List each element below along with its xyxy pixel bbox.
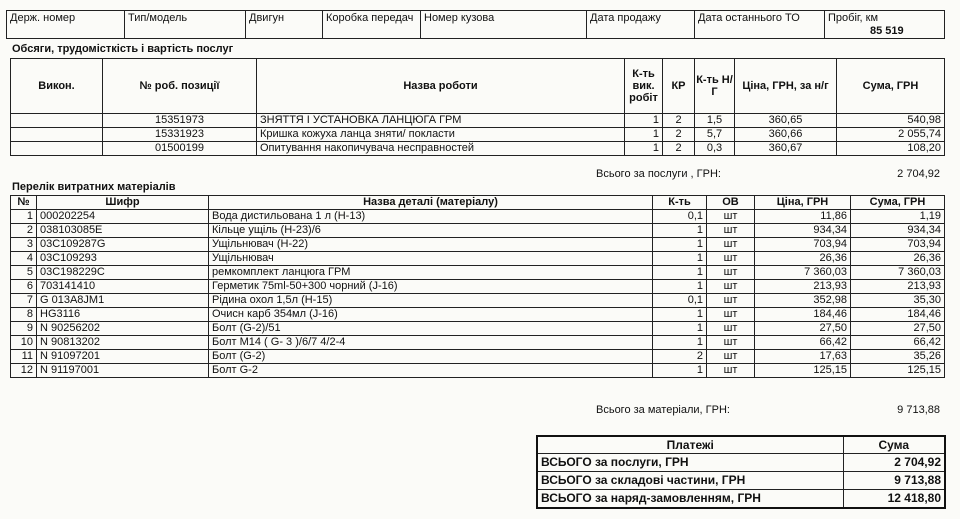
table-row bbox=[11, 224, 945, 238]
payment-value: 2 704,92 bbox=[843, 454, 945, 472]
material-number: 2 bbox=[11, 224, 37, 238]
service-hours: 0,3 bbox=[695, 142, 735, 156]
material-unit: шт bbox=[707, 364, 755, 378]
material-sum: 26,36 bbox=[851, 252, 945, 266]
col-payments: Платежі bbox=[537, 436, 843, 454]
material-qty: 1 bbox=[653, 252, 707, 266]
service-performer bbox=[11, 142, 103, 156]
materials-header-row bbox=[11, 196, 945, 210]
material-price: 352,98 bbox=[755, 294, 851, 308]
material-number: 4 bbox=[11, 252, 37, 266]
table-row bbox=[11, 142, 945, 156]
service-kr: 2 bbox=[663, 128, 695, 142]
col-position-number: № роб. позиції bbox=[103, 59, 257, 114]
material-code: 038103085E bbox=[37, 224, 209, 238]
material-number: 3 bbox=[11, 238, 37, 252]
engine-label: Двигун bbox=[249, 12, 285, 24]
material-name: Болт (G-2)/51 bbox=[209, 322, 653, 336]
material-code: 703141410 bbox=[37, 280, 209, 294]
material-code: 03C109287G bbox=[37, 238, 209, 252]
payment-value: 9 713,88 bbox=[843, 472, 945, 490]
material-name: Болт М14 ( G- 3 )/6/7 4/2-4 bbox=[209, 336, 653, 350]
gearbox-cell bbox=[323, 11, 421, 39]
table-row bbox=[11, 238, 945, 252]
last-service-label: Дата останнього ТО bbox=[698, 12, 800, 24]
material-code: G 013A8JM1 bbox=[37, 294, 209, 308]
table-row bbox=[537, 490, 945, 509]
service-name: Кришка кожуха ланца зняти/ покласти bbox=[257, 128, 625, 142]
material-code: N 90256202 bbox=[37, 322, 209, 336]
col-number: № bbox=[11, 196, 37, 210]
material-price: 934,34 bbox=[755, 224, 851, 238]
material-number: 10 bbox=[11, 336, 37, 350]
material-unit: шт bbox=[707, 294, 755, 308]
service-performer bbox=[11, 128, 103, 142]
model-label: Тип/модель bbox=[128, 12, 188, 24]
service-kr: 2 bbox=[663, 114, 695, 128]
service-name: ЗНЯТТЯ І УСТАНОВКА ЛАНЦЮГА ГРМ bbox=[257, 114, 625, 128]
material-qty: 1 bbox=[653, 336, 707, 350]
body-number-label: Номер кузова bbox=[424, 12, 495, 24]
material-unit: шт bbox=[707, 336, 755, 350]
service-price: 360,65 bbox=[735, 114, 837, 128]
material-unit: шт bbox=[707, 350, 755, 364]
services-table bbox=[10, 58, 945, 156]
service-sum: 108,20 bbox=[837, 142, 945, 156]
col-payment-sum: Сума bbox=[843, 436, 945, 454]
service-performer bbox=[11, 114, 103, 128]
material-code: N 91197001 bbox=[37, 364, 209, 378]
material-code: 03C109293 bbox=[37, 252, 209, 266]
material-code: 03C198229C bbox=[37, 266, 209, 280]
sale-date-cell bbox=[587, 11, 695, 39]
material-qty: 1 bbox=[653, 280, 707, 294]
material-number: 1 bbox=[11, 210, 37, 224]
material-sum: 934,34 bbox=[851, 224, 945, 238]
material-number: 8 bbox=[11, 308, 37, 322]
service-qty: 1 bbox=[625, 114, 663, 128]
material-price: 66,42 bbox=[755, 336, 851, 350]
col-part-name: Назва деталі (матеріалу) bbox=[209, 196, 653, 210]
col-code: Шифр bbox=[37, 196, 209, 210]
service-hours: 1,5 bbox=[695, 114, 735, 128]
reg-number-cell bbox=[7, 11, 125, 39]
col-kr: КР bbox=[663, 59, 695, 114]
material-sum: 35,30 bbox=[851, 294, 945, 308]
table-row bbox=[11, 128, 945, 142]
engine-cell bbox=[246, 11, 323, 39]
table-row bbox=[11, 322, 945, 336]
material-code: 000202254 bbox=[37, 210, 209, 224]
payments-table bbox=[536, 435, 946, 509]
material-name: Рідина охол 1,5л (Н-15) bbox=[209, 294, 653, 308]
table-row bbox=[11, 364, 945, 378]
material-code: N 90813202 bbox=[37, 336, 209, 350]
materials-total-value: 9 713,88 bbox=[897, 404, 940, 416]
material-code: N 91097201 bbox=[37, 350, 209, 364]
material-qty: 1 bbox=[653, 364, 707, 378]
material-qty: 1 bbox=[653, 224, 707, 238]
col-sum: Сума, ГРН bbox=[837, 59, 945, 114]
service-kr: 2 bbox=[663, 142, 695, 156]
col-performer: Викон. bbox=[11, 59, 103, 114]
payments-header-row bbox=[537, 436, 945, 454]
material-sum: 213,93 bbox=[851, 280, 945, 294]
service-sum: 2 055,74 bbox=[837, 128, 945, 142]
material-price: 11,86 bbox=[755, 210, 851, 224]
services-section-title: Обсяги, трудомісткість і вартість послуг bbox=[12, 43, 234, 55]
material-qty: 1 bbox=[653, 322, 707, 336]
service-sum: 540,98 bbox=[837, 114, 945, 128]
table-row bbox=[11, 252, 945, 266]
table-row bbox=[537, 454, 945, 472]
service-name: Опитування накопичувача несправностей bbox=[257, 142, 625, 156]
col-work-name: Назва роботи bbox=[257, 59, 625, 114]
material-unit: шт bbox=[707, 266, 755, 280]
material-sum: 35,26 bbox=[851, 350, 945, 364]
service-price: 360,67 bbox=[735, 142, 837, 156]
material-name: Ущільнювач (Н-22) bbox=[209, 238, 653, 252]
mileage-label: Пробіг, км bbox=[828, 12, 879, 24]
table-row bbox=[537, 472, 945, 490]
model-cell bbox=[125, 11, 246, 39]
payment-value: 12 418,80 bbox=[843, 490, 945, 509]
services-header-row bbox=[11, 59, 945, 114]
vehicle-header-row bbox=[7, 11, 945, 39]
material-price: 184,46 bbox=[755, 308, 851, 322]
material-unit: шт bbox=[707, 210, 755, 224]
material-name: Болт G-2 bbox=[209, 364, 653, 378]
material-name: Ущільнювач bbox=[209, 252, 653, 266]
material-name: Герметик 75ml-50+300 чорний (J-16) bbox=[209, 280, 653, 294]
material-name: Вода дистильована 1 л (Н-13) bbox=[209, 210, 653, 224]
material-price: 17,63 bbox=[755, 350, 851, 364]
material-unit: шт bbox=[707, 252, 755, 266]
material-number: 12 bbox=[11, 364, 37, 378]
material-number: 11 bbox=[11, 350, 37, 364]
col-hour-price: Ціна, ГРН, за н/г bbox=[735, 59, 837, 114]
body-number-cell bbox=[421, 11, 587, 39]
material-name: Кільце ущіль (Н-23)/6 bbox=[209, 224, 653, 238]
material-number: 9 bbox=[11, 322, 37, 336]
service-qty: 1 bbox=[625, 128, 663, 142]
col-norm-hours: К-ть Н/Г bbox=[695, 59, 735, 114]
material-price: 213,93 bbox=[755, 280, 851, 294]
table-row bbox=[11, 294, 945, 308]
material-number: 7 bbox=[11, 294, 37, 308]
material-number: 5 bbox=[11, 266, 37, 280]
material-price: 125,15 bbox=[755, 364, 851, 378]
material-unit: шт bbox=[707, 280, 755, 294]
material-code: HG3116 bbox=[37, 308, 209, 322]
material-sum: 125,15 bbox=[851, 364, 945, 378]
services-total-label: Всього за послуги , ГРН: bbox=[596, 168, 721, 180]
payment-label: ВСЬОГО за наряд-замовленням, ГРН bbox=[537, 490, 843, 509]
material-qty: 1 bbox=[653, 308, 707, 322]
material-price: 27,50 bbox=[755, 322, 851, 336]
material-unit: шт bbox=[707, 224, 755, 238]
material-unit: шт bbox=[707, 308, 755, 322]
material-qty: 1 bbox=[653, 238, 707, 252]
col-work-qty: К-ть вик. робіт bbox=[625, 59, 663, 114]
mileage-cell bbox=[825, 11, 945, 39]
table-row bbox=[11, 266, 945, 280]
material-qty: 0,1 bbox=[653, 294, 707, 308]
material-sum: 184,46 bbox=[851, 308, 945, 322]
material-qty: 2 bbox=[653, 350, 707, 364]
service-code: 01500199 bbox=[103, 142, 257, 156]
materials-total-label: Всього за матеріали, ГРН: bbox=[596, 404, 730, 416]
table-row bbox=[11, 308, 945, 322]
last-service-cell bbox=[695, 11, 825, 39]
service-qty: 1 bbox=[625, 142, 663, 156]
material-qty: 1 bbox=[653, 266, 707, 280]
material-sum: 7 360,03 bbox=[851, 266, 945, 280]
col-unit: ОВ bbox=[707, 196, 755, 210]
material-price: 26,36 bbox=[755, 252, 851, 266]
col-price: Ціна, ГРН bbox=[755, 196, 851, 210]
material-unit: шт bbox=[707, 238, 755, 252]
table-row bbox=[11, 336, 945, 350]
material-number: 6 bbox=[11, 280, 37, 294]
material-sum: 27,50 bbox=[851, 322, 945, 336]
material-sum: 66,42 bbox=[851, 336, 945, 350]
material-price: 7 360,03 bbox=[755, 266, 851, 280]
col-qty: К-ть bbox=[653, 196, 707, 210]
table-row bbox=[11, 210, 945, 224]
sale-date-label: Дата продажу bbox=[590, 12, 661, 24]
service-code: 15351973 bbox=[103, 114, 257, 128]
service-hours: 5,7 bbox=[695, 128, 735, 142]
col-sum: Сума, ГРН bbox=[851, 196, 945, 210]
vehicle-header-table bbox=[6, 10, 945, 39]
service-price: 360,66 bbox=[735, 128, 837, 142]
material-sum: 703,94 bbox=[851, 238, 945, 252]
mileage-value: 85 519 bbox=[870, 25, 904, 37]
material-unit: шт bbox=[707, 322, 755, 336]
material-sum: 1,19 bbox=[851, 210, 945, 224]
materials-table bbox=[10, 195, 945, 378]
services-total-value: 2 704,92 bbox=[897, 168, 940, 180]
material-name: Болт (G-2) bbox=[209, 350, 653, 364]
service-code: 15331923 bbox=[103, 128, 257, 142]
payment-label: ВСЬОГО за складові частини, ГРН bbox=[537, 472, 843, 490]
material-name: ремкомплект ланцюга ГРМ bbox=[209, 266, 653, 280]
table-row bbox=[11, 114, 945, 128]
reg-number-label: Держ. номер bbox=[10, 12, 76, 24]
materials-section-title: Перелік витратних матеріалів bbox=[12, 181, 176, 193]
gearbox-label: Коробка передач bbox=[326, 12, 414, 24]
table-row bbox=[11, 350, 945, 364]
payment-label: ВСЬОГО за послуги, ГРН bbox=[537, 454, 843, 472]
material-qty: 0,1 bbox=[653, 210, 707, 224]
material-name: Очисн карб 354мл (J-16) bbox=[209, 308, 653, 322]
table-row bbox=[11, 280, 945, 294]
material-price: 703,94 bbox=[755, 238, 851, 252]
